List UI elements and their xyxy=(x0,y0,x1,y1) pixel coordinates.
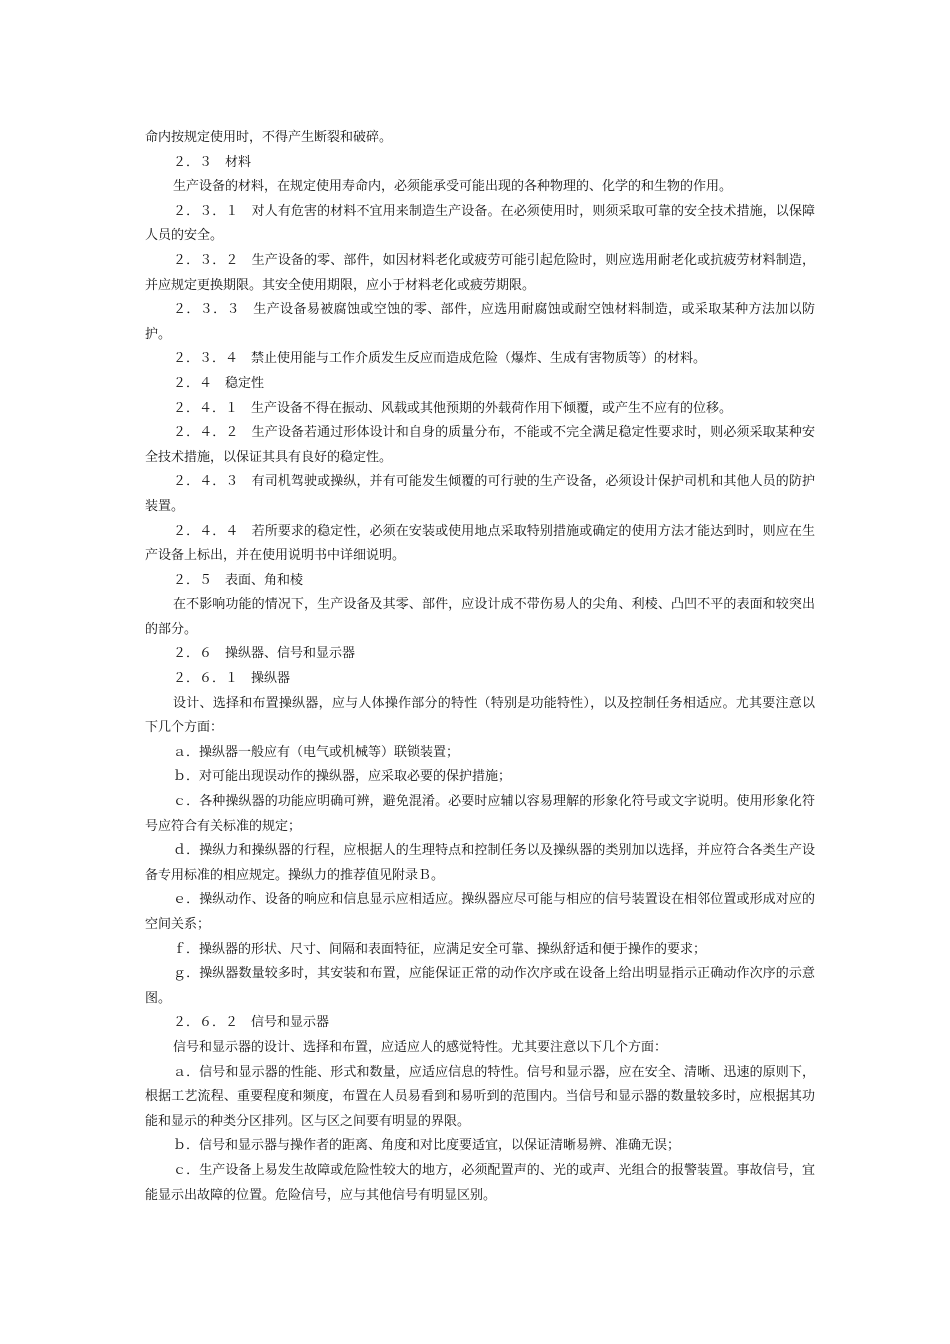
list-item: ａ．操纵器一般应有（电气或机械等）联锁装置； xyxy=(173,744,460,760)
list-item: ｄ．操纵力和操纵器的行程，应根据人的生理特点和控制任务以及操纵器的类别加以选择，并应符合各类生产设备专用标准的相应规定。操纵力的推荐值见附录Ｂ。 xyxy=(145,843,815,883)
clause: ２．４．３ 有司机驾驶或操纵，并有可能发生倾覆的可行驶的生产设备，必须设计保护司机和其他人员的防护装置。 xyxy=(145,474,815,514)
clause: ２．４．１ 生产设备不得在振动、风载或其他预期的外载荷作用下倾覆，或产生不应有的位移。 xyxy=(173,400,733,416)
clause: ２．３．１ 对人有危害的材料不宜用来制造生产设备。在必须使用时，则须采取可靠的安全技术措施，以保障人员的安全。 xyxy=(145,203,815,244)
section-heading: ２．３ 材料 xyxy=(173,154,252,170)
clause: ２．３．３ 生产设备易被腐蚀或空蚀的零、部件，应选用耐腐蚀或耐空蚀材料制造，或采取某种方法加以防护。 xyxy=(145,302,815,342)
clause: ２．４．４ 若所要求的稳定性，必须在安装或使用地点采取特别措施或确定的使用方法才能达到时，则应在生产设备上标出，并在使用说明书中详细说明。 xyxy=(145,523,815,564)
document-body xyxy=(145,126,815,1208)
list-item: ｃ．各种操纵器的功能应明确可辨，避免混淆。必要时应辅以容易理解的形象化符号或文字说明。使用形象化符号应符合有关标准的规定； xyxy=(145,794,815,834)
section-heading: ２．５ 表面、角和棱 xyxy=(173,572,304,588)
section-heading: ２．４ 稳定性 xyxy=(173,375,265,391)
list-item: ｂ．信号和显示器与操作者的距离、角度和对比度要适宜，以保证清晰易辨、准确无误； xyxy=(173,1138,681,1154)
section-heading: ２．６ 操纵器、信号和显示器 xyxy=(173,646,356,662)
paragraph: 设计、选择和布置操纵器，应与人体操作部分的特性（特别是功能特性），以及控制任务相适应。尤其要注意以下几个方面： xyxy=(145,695,815,736)
clause: ２．４．２ 生产设备若通过形体设计和自身的质量分布，不能或不完全满足稳定性要求时，则必须采取某种安全技术措施，以保证其具有良好的稳定性。 xyxy=(145,425,815,465)
list-item: ｅ．操纵动作、设备的响应和信息显示应相适应。操纵器应尽可能与相应的信号装置设在相邻位置或形成对应的空间关系； xyxy=(145,892,815,932)
paragraph: 命内按规定使用时，不得产生断裂和破碎。 xyxy=(145,130,393,145)
clause: ２．３．４ 禁止使用能与工作介质发生反应而造成危险（爆炸、生成有害物质等）的材料。 xyxy=(173,351,707,367)
clause: ２．３．２ 生产设备的零、部件，如因材料老化或疲劳可能引起危险时，则应选用耐老化或抗疲劳材料制造，并应规定更换期限。其安全使用期限，应小于材料老化或疲劳期限。 xyxy=(145,252,815,293)
list-item: ｂ．对可能出现误动作的操纵器，应采取必要的保护措施； xyxy=(173,769,512,785)
paragraph: 在不影响功能的情况下，生产设备及其零、部件，应设计成不带伤易人的尖角、利棱、凸凹不平的表面和较突出的部分。 xyxy=(145,597,815,637)
list-item: ｆ．操纵器的形状、尺寸、间隔和表面特征，应满足安全可靠、操纵舒适和便于操作的要求； xyxy=(173,941,707,957)
paragraph: 生产设备的材料，在规定使用寿命内，必须能承受可能出现的各种物理的、化学的和生物的作用。 xyxy=(173,179,733,195)
subsection-heading: ２．６．２ 信号和显示器 xyxy=(173,1015,330,1031)
list-item: ａ．信号和显示器的性能、形式和数量，应适应信息的特性。信号和显示器，应在安全、清晰、迅速的原则下，根据工艺流程、重要程度和频度，布置在人员易看到和易听到的范围内。当信号和显示器的数量较多时，应根据其功能和显示的种类分区排列。区与区之间要有明显的界限。 xyxy=(145,1064,815,1129)
paragraph: 信号和显示器的设计、选择和布置，应适应人的感觉特性。尤其要注意以下几个方面： xyxy=(173,1039,668,1055)
subsection-heading: ２．６．１ 操纵器 xyxy=(173,671,291,687)
list-item: ｃ．生产设备上易发生故障或危险性较大的地方，必须配置声的、光的或声、光组合的报警装置。事故信号，宜能显示出故障的位置。危险信号，应与其他信号有明显区别。 xyxy=(145,1162,815,1203)
list-item: ｇ．操纵器数量较多时，其安装和布置，应能保证正常的动作次序或在设备上给出明显指示正确动作次序的示意图。 xyxy=(145,966,815,1006)
